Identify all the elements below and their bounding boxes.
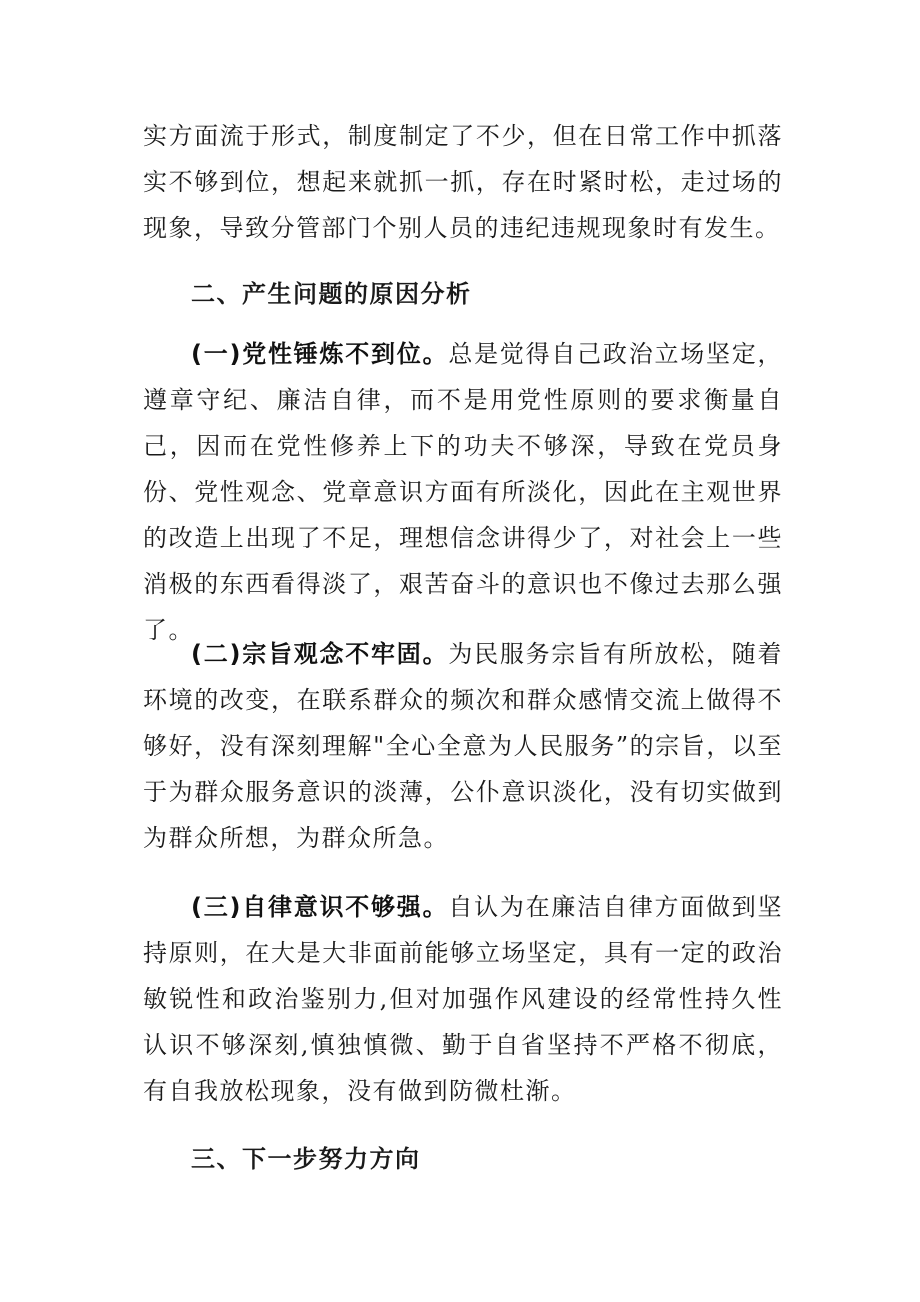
item3-body: 自认为在廉洁自律方面做到坚持原则，在大是大非面前能够立场坚定，具有一定的政治敏锐性和政治鉴别力,但对加强作风建设的经常性持久性认识不够深刻,慎独慎微、勤于自省坚持不严格不彻底，有自我放松现象，没有做到防微杜渐。: [143, 893, 784, 1105]
item2-block: [143, 631, 783, 861]
section-heading-causes: 二、产生问题的原因分析: [191, 279, 472, 308]
intro-continuation-paragraph: 实方面流于形式，制度制定了不少，但在日常工作中抓落实不够到位，想起来就抓一抓，存在时紧时松，走过场的现象，导致分管部门个别人员的违纪违规现象时有发生。: [143, 122, 783, 242]
item1-body: 总是觉得自己政治立场坚定，遵章守纪、廉洁自律，而不是用党性原则的要求衡量自己，因而在党性修养上下的功夫不够深，导致在党员身份、党性观念、党章意识方面有所淡化，因此在主观世界的改造上出现了不足，理想信念讲得少了，对社会上一些消极的东西看得淡了，艰苦奋斗的意识也不像过去那么强了。: [143, 340, 784, 644]
item1-lead: (一)党性锤炼不到位。: [191, 340, 449, 368]
item3-block: [143, 884, 783, 1114]
item3-paragraph: [143, 884, 783, 1114]
intro-paragraph-block: [143, 113, 783, 251]
item1-paragraph: [143, 331, 783, 653]
item3-lead: (三)自律意识不够强。: [191, 893, 449, 921]
item2-lead: (二)宗旨观念不牢固。: [191, 640, 449, 668]
section-heading-next-steps: 三、下一步努力方向: [191, 1144, 421, 1173]
item1-block: [143, 331, 783, 653]
item2-body: 为民服务宗旨有所放松，随着环境的改变，在联系群众的频次和群众感情交流上做得不够好，没有深刻理解"全心全意为人民服务”的宗旨，以至于为群众服务意识的淡薄，公仆意识淡化，没有切实做到为群众所想，为群众所急。: [143, 640, 784, 852]
item2-paragraph: [143, 631, 783, 861]
